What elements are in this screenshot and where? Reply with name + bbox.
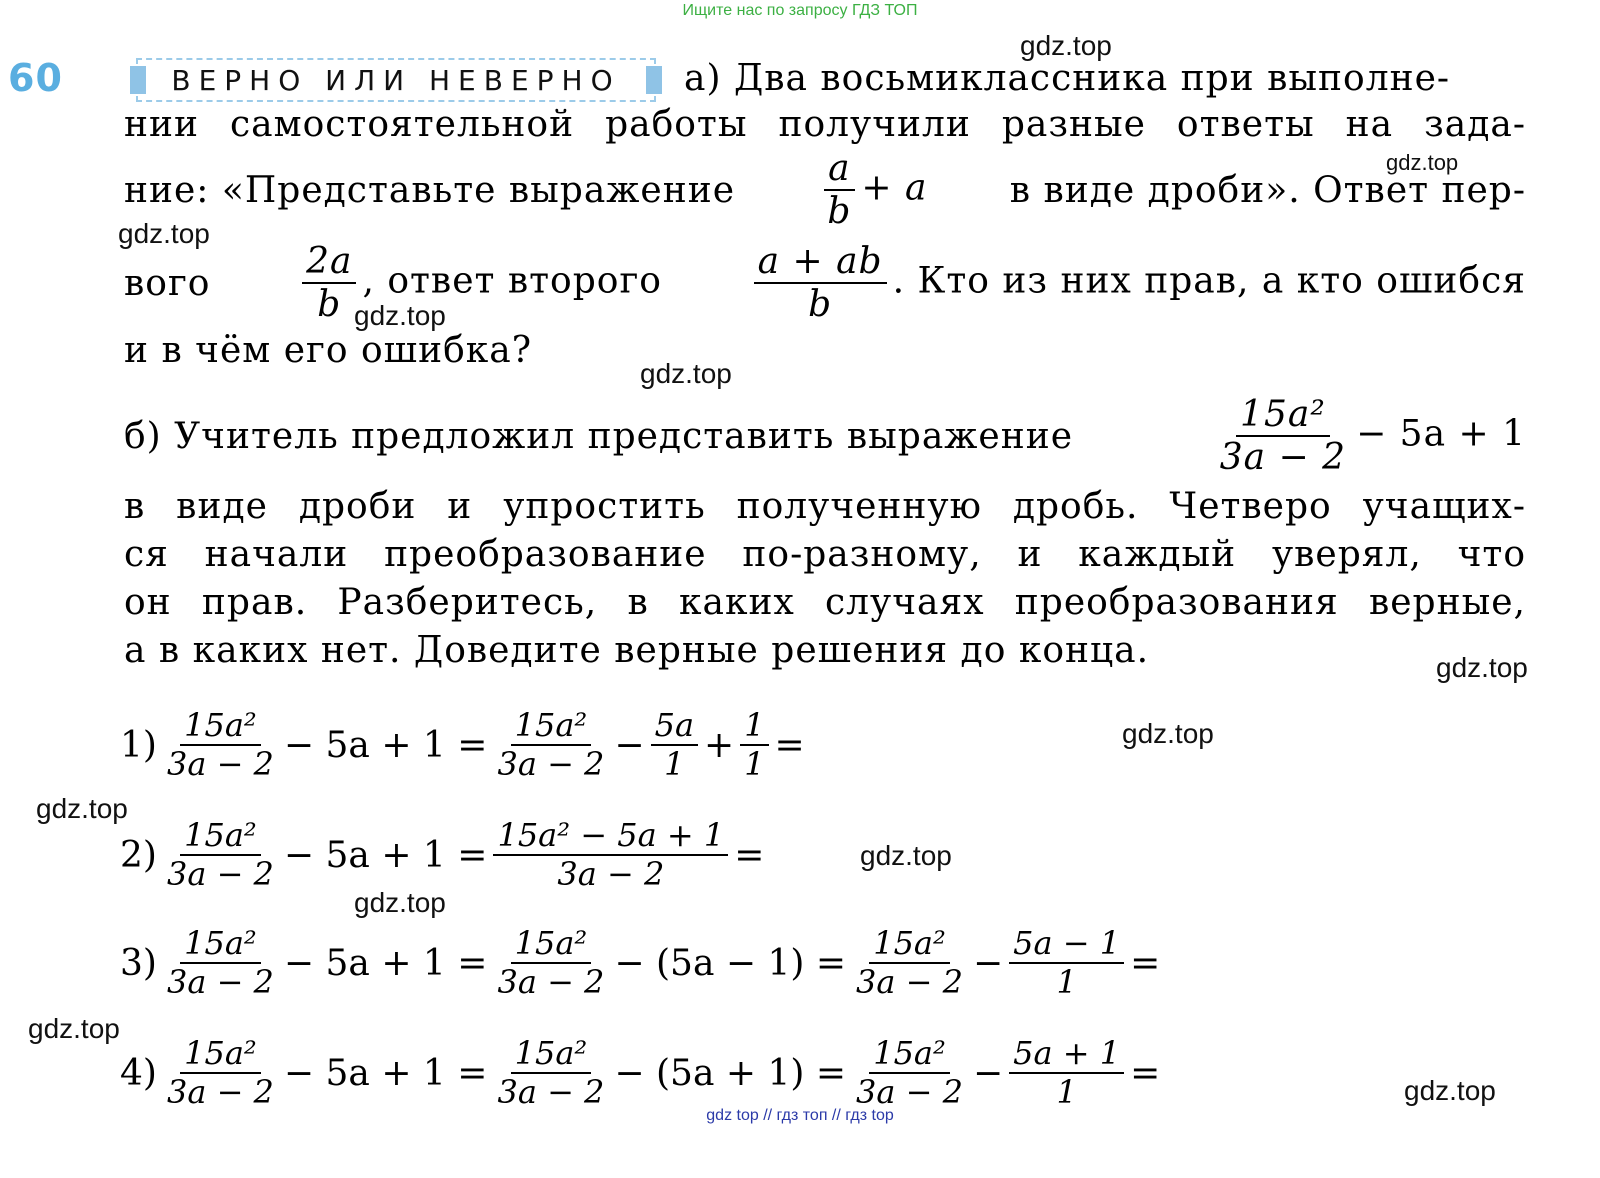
- fraction-numerator: 5a − 1: [1009, 925, 1124, 964]
- fraction-a-plus-ab-over-b: [754, 241, 887, 326]
- fraction-numerator: 15a²: [511, 707, 592, 746]
- watermark: gdz.top: [1436, 652, 1528, 683]
- part-a-line4-post: . Кто из них прав, а кто ошибся: [892, 260, 1526, 301]
- part-a-line1: а) Два восьмиклассника при выполне-: [684, 58, 1451, 99]
- fraction-15a2-over-3a-2: [163, 817, 278, 893]
- fraction-numerator: 15a²: [1236, 394, 1330, 437]
- part-b-line5: а в каких нет. Доведите верные решения до конца.: [124, 630, 1150, 671]
- fraction-denominator: 1: [664, 745, 685, 783]
- fraction-denominator: 3a − 2: [856, 963, 963, 1001]
- part-b-line2: в виде дроби и упростить полученную дробь. Четверо учащих-: [124, 486, 1526, 527]
- fraction-15a2-over-3a-2: [493, 925, 608, 1001]
- fraction-numerator: 15a²: [180, 817, 261, 856]
- solution-label: 4): [120, 1052, 157, 1094]
- watermark: gdz.top: [36, 793, 128, 824]
- expression-tail: − 5a + 1: [1356, 413, 1526, 454]
- expression-a: [817, 148, 927, 233]
- part-a-line4: [124, 238, 1526, 328]
- solution-term: =: [1130, 942, 1161, 984]
- solution-term: − 5a + 1 =: [283, 942, 488, 984]
- solution-term: =: [734, 834, 765, 876]
- watermark: gdz.top: [118, 218, 210, 249]
- fraction-numerator: 15a²: [869, 1035, 950, 1074]
- expression-b: [1210, 394, 1526, 479]
- solution-term: =: [774, 724, 805, 766]
- part-a-line5: и в чём его ошибка?: [124, 330, 533, 371]
- solution-term: −: [614, 724, 645, 766]
- answer-1: [296, 241, 662, 326]
- fraction-denominator: 1: [1056, 1073, 1077, 1111]
- fraction-numerator: 15a² − 5a + 1: [493, 817, 728, 856]
- problem-number: 60: [8, 56, 63, 100]
- fraction-1-over-1: [740, 707, 768, 783]
- fraction-denominator: b: [827, 191, 852, 232]
- watermark: gdz.top: [1386, 150, 1459, 175]
- part-b-line3: ся начали преобразование по-разному, и каждый уверял, что: [124, 534, 1526, 575]
- watermark: gdz.top: [1404, 1075, 1496, 1106]
- fraction-numerator: 5a: [651, 707, 698, 746]
- part-a-line3-pre: ние: «Представьте выражение: [124, 169, 736, 211]
- fraction-15a2-over-3a-2: [163, 925, 278, 1001]
- fraction-denominator: 3a − 2: [856, 1073, 963, 1111]
- fraction-15a2-over-3a-2: [852, 1035, 967, 1111]
- fraction-denominator: 3a − 2: [166, 855, 274, 893]
- fraction-numerator: 15a²: [511, 925, 592, 964]
- solution-term: − (5a + 1) =: [614, 1052, 847, 1094]
- fraction-15a2-over-3a-2: [163, 707, 278, 783]
- fraction-denominator: 3a − 2: [166, 963, 274, 1001]
- part-b-line1: [124, 390, 1526, 482]
- fraction-denominator: 1: [744, 745, 765, 783]
- fraction-denominator: 3a − 2: [557, 855, 665, 893]
- fraction-15a2-over-3a-2: [493, 1035, 608, 1111]
- solution-2: [120, 810, 764, 900]
- section-label-text: ВЕРНО ИЛИ НЕВЕРНО: [171, 63, 621, 97]
- watermark: gdz.top: [354, 887, 446, 918]
- solution-term: +: [704, 724, 735, 766]
- solution-1: [120, 700, 805, 790]
- fraction-5a-minus-1-over-1: [1009, 925, 1124, 1001]
- solution-4: [120, 1028, 1160, 1118]
- fraction-a-over-b: [823, 148, 855, 233]
- watermark: gdz.top: [1122, 718, 1214, 749]
- part-b-line4: он прав. Разберитесь, в каких случаях преобразования верные,: [124, 582, 1526, 623]
- solution-term: =: [1130, 1052, 1161, 1094]
- part-a-line2: нии самостоятельной работы получили разные ответы на зада-: [124, 104, 1526, 145]
- fraction-numerator: 1: [740, 707, 768, 746]
- fraction-combined: [493, 817, 728, 893]
- solution-term: − (5a − 1) =: [614, 942, 847, 984]
- fraction-numerator: 15a²: [180, 925, 261, 964]
- fraction-denominator: 3a − 2: [497, 1073, 605, 1111]
- fraction-15a2-over-3a-2: [493, 707, 608, 783]
- solution-term: − 5a + 1 =: [283, 724, 488, 766]
- part-a-line4-pre: вого: [124, 262, 211, 304]
- solution-term: −: [973, 942, 1004, 984]
- fraction-15a2-over-3a-2: [852, 925, 967, 1001]
- fraction-denominator: b: [317, 284, 342, 325]
- watermark: gdz.top: [860, 840, 952, 871]
- fraction-denominator: 3a − 2: [1219, 437, 1347, 478]
- part-a-line3: [124, 147, 1526, 232]
- part-a-line4-mid: , ответ второго: [362, 260, 662, 301]
- fraction-2a-over-b: [302, 241, 356, 326]
- fraction-denominator: 3a − 2: [166, 1073, 274, 1111]
- fraction-15a2-over-3a-2: [1216, 394, 1350, 479]
- fraction-denominator: 3a − 2: [497, 963, 605, 1001]
- watermark: gdz.top: [1020, 30, 1112, 61]
- fraction-numerator: 15a²: [511, 1035, 592, 1074]
- fraction-numerator: a: [824, 148, 854, 191]
- top-banner: Ищите нас по запросу ГДЗ ТОП: [682, 2, 918, 19]
- solution-term: −: [973, 1052, 1004, 1094]
- fraction-denominator: 3a − 2: [497, 745, 605, 783]
- section-label: [136, 58, 656, 102]
- fraction-numerator: 5a + 1: [1009, 1035, 1124, 1074]
- solution-label: 3): [120, 942, 157, 984]
- solution-label: 2): [120, 834, 157, 876]
- fraction-numerator: 15a²: [180, 1035, 261, 1074]
- solution-3: [120, 918, 1160, 1008]
- watermark: gdz.top: [354, 300, 446, 331]
- fraction-5a-plus-1-over-1: [1009, 1035, 1124, 1111]
- expression-tail: + a: [861, 167, 928, 208]
- part-a-line3-post: в виде дроби». Ответ пер-: [1009, 169, 1526, 211]
- fraction-denominator: b: [808, 284, 833, 325]
- watermark: gdz.top: [28, 1013, 120, 1044]
- solution-term: − 5a + 1 =: [283, 1052, 488, 1094]
- fraction-numerator: 15a²: [180, 707, 261, 746]
- fraction-numerator: 15a²: [869, 925, 950, 964]
- fraction-numerator: a + ab: [754, 241, 887, 284]
- fraction-numerator: 2a: [302, 241, 356, 284]
- fraction-denominator: 1: [1056, 963, 1077, 1001]
- fraction-5a-over-1: [651, 707, 698, 783]
- fraction-denominator: 3a − 2: [166, 745, 274, 783]
- watermark: gdz.top: [640, 358, 732, 389]
- bottom-banner: gdz top // гдз топ // гдз top: [706, 1107, 894, 1124]
- answer-2: [748, 241, 1526, 326]
- solution-label: 1): [120, 724, 157, 766]
- part-b-line1-pre: б) Учитель предложил представить выражение: [124, 415, 1073, 457]
- fraction-15a2-over-3a-2: [163, 1035, 278, 1111]
- solution-term: − 5a + 1 =: [283, 834, 488, 876]
